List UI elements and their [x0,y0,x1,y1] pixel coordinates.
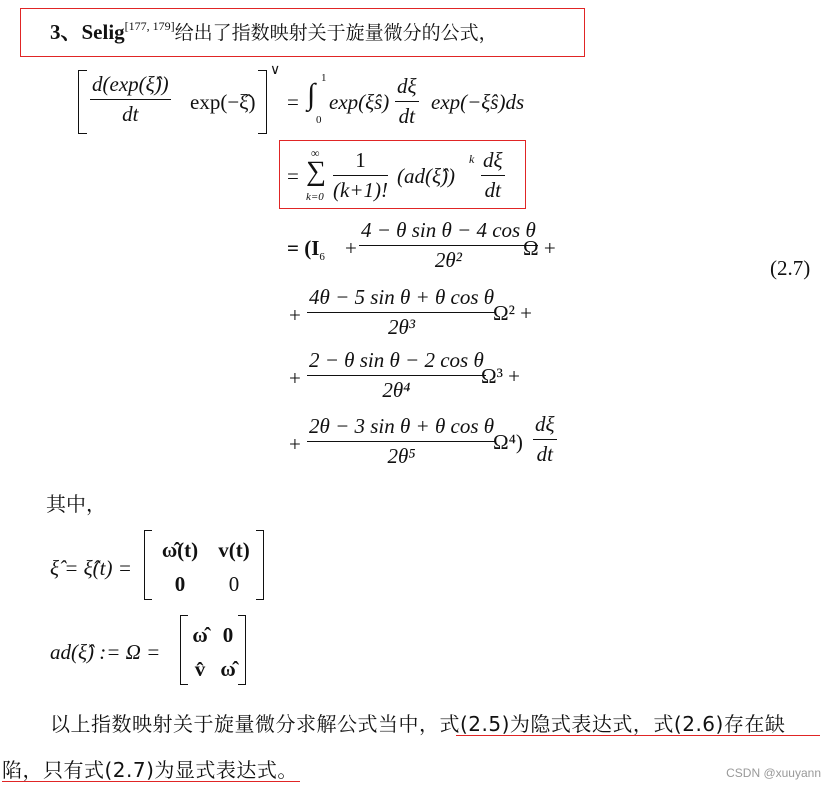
xi-m11: ω̂(t) [161,538,199,562]
equation-number: (2.7) [770,256,811,280]
line3-lead-text: = (I [287,236,320,260]
line4-frac-num: 4θ − 5 sin θ + θ cos θ [307,285,496,313]
where-label: 其中， [46,492,106,516]
line1-equals: = [287,90,299,114]
ad-m11: ω̂ [192,623,208,647]
eq-line2 [287,142,523,204]
ad-matrix [180,615,246,685]
line6-frac-num: 2θ − 3 sin θ + θ cos θ [307,414,496,442]
line6-frac2-num: dξ [533,412,557,440]
xi-m22: 0 [228,572,240,596]
lhs-fraction [90,72,171,127]
line5-tail: Ω³ + [481,364,520,388]
ad-matrix-left-bracket [180,615,188,685]
line6-frac2-den: dt [536,442,553,466]
lhs-frac-den: dt [122,102,139,126]
line4-frac-den: 2θ³ [387,315,416,339]
line6-tail: Ω⁴) [493,430,523,454]
heading-refs: [177, 179] [124,19,175,33]
conclusion-underline-2 [2,781,300,782]
lhs-frac-num: d(exp(ξ̂)) [90,72,171,100]
line2-ad: (ad(ξ̂)) [397,164,455,188]
heading-number: 3、 [50,20,82,44]
integral-lower: 0 [316,114,322,126]
xi-def-lhs: ξ̂ = ξ̂(t) = [50,556,132,580]
sum-upper: ∞ [311,146,320,160]
ad-m22: ω̂ [220,657,236,681]
line2-frac-num: 1 [333,148,388,176]
line6-lead: + [289,432,301,456]
xi-m12: v(t) [218,538,250,562]
eq-line1 [287,70,547,132]
line3-lead [287,236,325,263]
line2-frac2-den: dt [484,178,501,202]
eq-line3 [287,214,587,274]
line2-power: k [469,152,475,166]
integral-upper: 1 [321,72,327,84]
watermark: CSDN @xuuyann [726,766,821,780]
line4-lead: + [289,303,301,327]
line1-frac-num: dξ [395,74,419,102]
line6-fraction [307,414,496,469]
line5-frac-den: 2θ⁴ [382,378,411,402]
integral-sign: ∫ [307,78,316,111]
line4-fraction [307,285,496,340]
line5-lead: + [289,366,301,390]
line2-frac2-num: dξ [481,148,505,176]
line2-fraction2 [481,148,505,203]
heading [50,20,498,43]
line3-tail: Ω + [523,236,556,260]
line1-b: exp(−ξ̂s)ds [431,90,525,114]
lhs-tail: exp(−ξ̂) [190,90,256,114]
heading-text: 给出了指数映射关于旋量微分的公式， [174,22,498,44]
eq-line4 [289,281,569,341]
ad-m21: v̂ [194,657,206,681]
conclusion-line1: 以上指数映射关于旋量微分求解公式当中，式(2.5)为隐式表达式，式(2.6)存在缺 [50,712,786,736]
line3-frac-num: 4 − θ sin θ − 4 cos θ [359,218,538,246]
sum-sign: ∑ [306,156,326,187]
line5-frac-num: 2 − θ sin θ − 2 cos θ [307,348,486,376]
xi-matrix [144,530,264,600]
lhs-left-bracket [78,70,87,134]
eq-line5 [289,344,569,404]
line1-fraction [395,74,419,129]
line2-equals: = [287,164,299,188]
sum-lower: k=0 [306,191,324,203]
conclusion-underline-1 [456,735,820,736]
ad-m12: 0 [222,623,234,647]
ad-def-lhs: ad(ξ̂) := Ω = [50,640,161,664]
line1-frac-den: dt [398,104,415,128]
xi-m21: 0 [174,572,186,596]
line3-plus: + [345,236,357,260]
line2-fraction [333,148,388,203]
line4-tail: Ω² + [493,301,532,325]
line3-frac-den: 2θ² [434,248,462,272]
line3-fraction [359,218,538,273]
eq-line6 [289,408,579,470]
xi-matrix-left-bracket [144,530,152,600]
line6-frac-den: 2θ⁵ [387,444,416,468]
lhs-vee: ∨ [270,63,281,78]
line3-sub: 6 [319,251,325,263]
line2-frac-den: (k+1)! [333,178,388,202]
line6-fraction2 [533,412,557,467]
line5-fraction [307,348,486,403]
line1-a: exp(ξ̂s) [329,90,390,114]
lhs-right-bracket [258,70,267,134]
heading-author: Selig [81,20,125,44]
conclusion-line2: 陷，只有式(2.7)为显式表达式。 [2,758,298,782]
